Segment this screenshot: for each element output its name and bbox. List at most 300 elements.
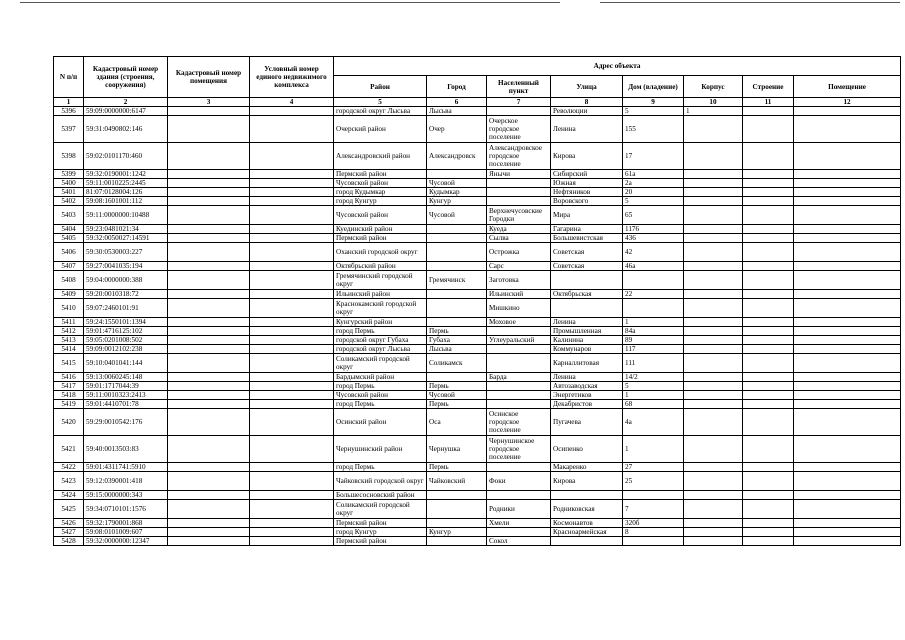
cell-cad-building: 59:01:4410701:78 [84,400,168,409]
header-district: Район [334,76,427,98]
cell-street: Мира [551,206,623,225]
cell-locality: Сокол [487,537,551,546]
cell-cond-number [250,234,334,243]
object-registry-table [53,56,901,546]
cell-row-number: 5413 [54,336,84,345]
table-row [54,262,901,271]
cell-cad-room [168,206,250,225]
cell-cad-building: 59:11:0010225:2445 [84,179,168,188]
cell-row-number: 5402 [54,197,84,206]
cell-locality: Родники [487,500,551,519]
cell-premises [794,537,901,546]
cell-city [427,225,487,234]
cell-house: 1 [623,391,684,400]
cell-house [623,299,684,318]
cell-corpus [684,188,743,197]
cell-premises [794,391,901,400]
cell-district: Осинский район [334,409,427,436]
cell-building [743,537,794,546]
cell-premises [794,243,901,262]
cell-cond-number [250,225,334,234]
cell-house: 5 [623,382,684,391]
cell-premises [794,143,901,170]
cell-cad-room [168,271,250,290]
cell-cond-number [250,336,334,345]
cell-building [743,179,794,188]
column-number: 12 [794,98,901,107]
cell-street: Коммунаров [551,345,623,354]
cell-premises [794,262,901,271]
cell-cad-building: 59:01:1717044:39 [84,382,168,391]
table-row [54,472,901,491]
cell-city: Чайковский [427,472,487,491]
cell-cad-building: 59:40:0013503:83 [84,436,168,463]
table-row [54,318,901,327]
scan-top-rule-right [600,2,900,3]
cell-building [743,271,794,290]
cell-street: Сибирский [551,170,623,179]
cell-locality [487,345,551,354]
cell-district: Чернушинский район [334,436,427,463]
cell-house: 61а [623,170,684,179]
cell-cond-number [250,382,334,391]
cell-premises [794,500,901,519]
cell-district: Кунгурский район [334,318,427,327]
cell-cad-room [168,528,250,537]
cell-city: Лысьва [427,345,487,354]
cell-row-number: 5404 [54,225,84,234]
cell-row-number: 5410 [54,299,84,318]
cell-building [743,234,794,243]
table-row [54,225,901,234]
cell-cond-number [250,400,334,409]
cell-corpus [684,234,743,243]
table-body [54,107,901,546]
cell-cad-building: 59:12:0390001:418 [84,472,168,491]
cell-locality: Александровское городское поселение [487,143,551,170]
cell-building [743,116,794,143]
cell-city [427,234,487,243]
cell-row-number: 5427 [54,528,84,537]
cell-house: 2а [623,179,684,188]
cell-cad-building: 59:01:4311741:5910 [84,463,168,472]
cell-row-number: 5409 [54,290,84,299]
cell-building [743,528,794,537]
cell-cond-number [250,271,334,290]
cell-row-number: 5426 [54,519,84,528]
cell-house: 5 [623,107,684,116]
cell-row-number: 5408 [54,271,84,290]
cell-street: Ленина [551,116,623,143]
cell-street: Родниковская [551,500,623,519]
cell-building [743,400,794,409]
cell-cad-room [168,472,250,491]
cell-cond-number [250,491,334,500]
cell-city: Губаха [427,336,487,345]
cell-locality: Углеуральский [487,336,551,345]
table-row [54,463,901,472]
cell-city [427,243,487,262]
cell-city: Чернушка [427,436,487,463]
cell-cad-building: 59:23:0481021:34 [84,225,168,234]
cell-building [743,373,794,382]
cell-house: 111 [623,354,684,373]
table-row [54,373,901,382]
cell-cad-room [168,107,250,116]
cell-street: Карналлитовая [551,354,623,373]
cell-cad-room [168,225,250,234]
cell-district: Октябрьский район [334,262,427,271]
cell-street [551,537,623,546]
cell-city: Пермь [427,400,487,409]
cell-city [427,537,487,546]
column-number: 3 [168,98,250,107]
cell-locality [487,382,551,391]
table-row [54,197,901,206]
cell-cad-building: 59:01:4716125:102 [84,327,168,336]
cell-cond-number [250,391,334,400]
cell-cad-room [168,373,250,382]
cell-cond-number [250,206,334,225]
cell-district: Куединский район [334,225,427,234]
cell-corpus [684,373,743,382]
column-number: 1 [54,98,84,107]
cell-district: Чусовской район [334,391,427,400]
cell-house: 320б [623,519,684,528]
cell-premises [794,271,901,290]
table-row [54,188,901,197]
cell-cad-room [168,116,250,143]
cell-building [743,345,794,354]
cell-street: Октябрьская [551,290,623,299]
cell-corpus [684,318,743,327]
cell-premises [794,225,901,234]
cell-building [743,336,794,345]
cell-house: 436 [623,234,684,243]
cell-row-number: 5401 [54,188,84,197]
cell-locality: Ильинский [487,290,551,299]
cell-corpus [684,500,743,519]
cell-city [427,299,487,318]
cell-cad-building: 59:32:0190001:1242 [84,170,168,179]
cell-building [743,170,794,179]
cell-premises [794,290,901,299]
cell-building [743,188,794,197]
cell-premises [794,179,901,188]
cell-cad-building: 59:11:0010323:2413 [84,391,168,400]
cell-city: Соликамск [427,354,487,373]
cell-street [551,299,623,318]
cell-district: городской округ Лысьва [334,107,427,116]
header-cond-number: Условный номер единого недвижимого комплекса [250,57,334,98]
table-row [54,271,901,290]
scan-top-rule-left [20,2,560,3]
cell-street: Промышленная [551,327,623,336]
cell-locality: Осинское городское поселение [487,409,551,436]
cell-house: 4а [623,409,684,436]
cell-row-number: 5397 [54,116,84,143]
cell-district: Чусовской район [334,206,427,225]
cell-building [743,262,794,271]
cell-city: Чусовой [427,391,487,400]
cell-cond-number [250,327,334,336]
cell-cad-room [168,345,250,354]
cell-locality: Сылва [487,234,551,243]
column-number: 6 [427,98,487,107]
cell-street: Ленина [551,373,623,382]
cell-street: Воровского [551,197,623,206]
cell-corpus [684,472,743,491]
cell-cad-room [168,290,250,299]
cell-cond-number [250,262,334,271]
cell-cond-number [250,197,334,206]
cell-city: Чусовой [427,206,487,225]
cell-building [743,318,794,327]
cell-row-number: 5407 [54,262,84,271]
cell-cond-number [250,463,334,472]
cell-city: Кунгур [427,197,487,206]
cell-street: Кирова [551,143,623,170]
table-row [54,336,901,345]
cell-premises [794,188,901,197]
cell-corpus [684,197,743,206]
cell-street: Советская [551,262,623,271]
cell-locality: Фоки [487,472,551,491]
cell-district: Чусовской район [334,179,427,188]
cell-row-number: 5419 [54,400,84,409]
cell-cond-number [250,528,334,537]
cell-row-number: 5416 [54,373,84,382]
cell-district: городской округ Лысьва [334,345,427,354]
cell-district: Большесосновский район [334,491,427,500]
cell-district: Очерский район [334,116,427,143]
cell-cond-number [250,409,334,436]
cell-premises [794,436,901,463]
cell-city: Кунгур [427,528,487,537]
cell-locality: Острожка [487,243,551,262]
cell-locality: Янычи [487,170,551,179]
cell-house: 5 [623,197,684,206]
cell-premises [794,234,901,243]
cell-building [743,500,794,519]
cell-building [743,491,794,500]
cell-cond-number [250,472,334,491]
cell-premises [794,382,901,391]
table-row [54,107,901,116]
column-number: 7 [487,98,551,107]
cell-premises [794,327,901,336]
cell-row-number: 5420 [54,409,84,436]
cell-city [427,491,487,500]
cell-city: Лысьва [427,107,487,116]
cell-city: Гремячинск [427,271,487,290]
cell-city: Александровск [427,143,487,170]
cell-district: Бардымский район [334,373,427,382]
cell-corpus [684,463,743,472]
cell-cad-building: 59:11:0000000:10488 [84,206,168,225]
cell-house: 8 [623,528,684,537]
cell-house: 1176 [623,225,684,234]
cell-row-number: 5405 [54,234,84,243]
cell-cad-room [168,188,250,197]
cell-row-number: 5403 [54,206,84,225]
cell-street: Нефтяников [551,188,623,197]
column-number: 10 [684,98,743,107]
cell-corpus [684,400,743,409]
cell-cad-building: 59:13:0060245:148 [84,373,168,382]
cell-cad-room [168,391,250,400]
cell-district: город Пермь [334,463,427,472]
cell-locality: Барда [487,373,551,382]
table-row [54,354,901,373]
cell-cond-number [250,345,334,354]
cell-street: Энергетиков [551,391,623,400]
cell-premises [794,373,901,382]
cell-row-number: 5415 [54,354,84,373]
cell-building [743,382,794,391]
cell-cad-room [168,500,250,519]
cell-premises [794,206,901,225]
cell-premises [794,519,901,528]
header-city: Город [427,76,487,98]
cell-locality: Чернушинское городское поселение [487,436,551,463]
column-number: 4 [250,98,334,107]
cell-row-number: 5396 [54,107,84,116]
header-cad-room: Кадастровый номер помещения [168,57,250,98]
cell-locality [487,188,551,197]
header-num: N п/п [54,57,84,98]
table-row [54,170,901,179]
header-street: Улица [551,76,623,98]
cell-corpus [684,262,743,271]
cell-premises [794,463,901,472]
cell-locality [487,463,551,472]
header-cad-building: Кадастровый номер здания (строения, сооружения) [84,57,168,98]
cell-building [743,472,794,491]
cell-premises [794,472,901,491]
cell-cond-number [250,299,334,318]
cell-house: 89 [623,336,684,345]
cell-city [427,262,487,271]
cell-premises [794,116,901,143]
cell-house: 27 [623,463,684,472]
cell-city: Очер [427,116,487,143]
cell-house: 20 [623,188,684,197]
column-number: 11 [743,98,794,107]
cell-cad-room [168,537,250,546]
cell-building [743,206,794,225]
cell-cad-room [168,463,250,472]
table-row [54,290,901,299]
cell-district: Пермский район [334,537,427,546]
cell-district: Пермский район [334,234,427,243]
table-row [54,116,901,143]
cell-street: Макаренко [551,463,623,472]
cell-street: Калинина [551,336,623,345]
cell-house: 22 [623,290,684,299]
cell-corpus [684,345,743,354]
cell-cond-number [250,290,334,299]
cell-cad-building: 59:32:0000000:12347 [84,537,168,546]
cell-cad-building: 59:09:0012102:238 [84,345,168,354]
cell-cad-room [168,336,250,345]
cell-cad-building: 81:07:0128004:126 [84,188,168,197]
cell-corpus [684,179,743,188]
cell-street: Осипенко [551,436,623,463]
cell-row-number: 5399 [54,170,84,179]
cell-street: Красноармейская [551,528,623,537]
cell-district: Пермский район [334,170,427,179]
cell-house: 25 [623,472,684,491]
cell-cad-building: 59:09:0000000:6147 [84,107,168,116]
cell-locality [487,197,551,206]
cell-cad-room [168,143,250,170]
cell-locality: Хмели [487,519,551,528]
cell-cad-room [168,197,250,206]
header-building: Строение [743,76,794,98]
cell-cad-building: 59:34:0710101:1576 [84,500,168,519]
cell-street: Пугачева [551,409,623,436]
column-number-row [54,98,901,107]
cell-street: Советская [551,243,623,262]
cell-district: Ильинский район [334,290,427,299]
cell-cond-number [250,143,334,170]
cell-cad-room [168,179,250,188]
cell-district: город Кунгур [334,528,427,537]
cell-city: Оса [427,409,487,436]
cell-cad-building: 59:31:0490802:146 [84,116,168,143]
cell-city [427,500,487,519]
cell-corpus [684,170,743,179]
cell-premises [794,318,901,327]
cell-city: Чусовой [427,179,487,188]
cell-house: 42 [623,243,684,262]
cell-district: город Пермь [334,327,427,336]
cell-premises [794,170,901,179]
cell-cad-building: 59:27:0041035:194 [84,262,168,271]
cell-corpus [684,528,743,537]
cell-premises [794,528,901,537]
cell-cond-number [250,243,334,262]
cell-building [743,107,794,116]
cell-building [743,143,794,170]
cell-street [551,271,623,290]
cell-corpus [684,409,743,436]
cell-premises [794,400,901,409]
cell-corpus [684,206,743,225]
cell-cond-number [250,188,334,197]
cell-premises [794,409,901,436]
cell-corpus [684,519,743,528]
cell-street: Гагарина [551,225,623,234]
table-row [54,206,901,225]
cell-house [623,271,684,290]
cell-district: Чайковский городской округ [334,472,427,491]
cell-cad-room [168,382,250,391]
cell-corpus [684,436,743,463]
cell-cond-number [250,179,334,188]
cell-city: Пермь [427,382,487,391]
cell-locality [487,179,551,188]
cell-cad-building: 59:04:0000000:388 [84,271,168,290]
cell-cond-number [250,537,334,546]
cell-row-number: 5411 [54,318,84,327]
cell-cad-room [168,262,250,271]
cell-district: Соликамский городской округ [334,354,427,373]
cell-cond-number [250,500,334,519]
table-row [54,327,901,336]
column-number: 2 [84,98,168,107]
